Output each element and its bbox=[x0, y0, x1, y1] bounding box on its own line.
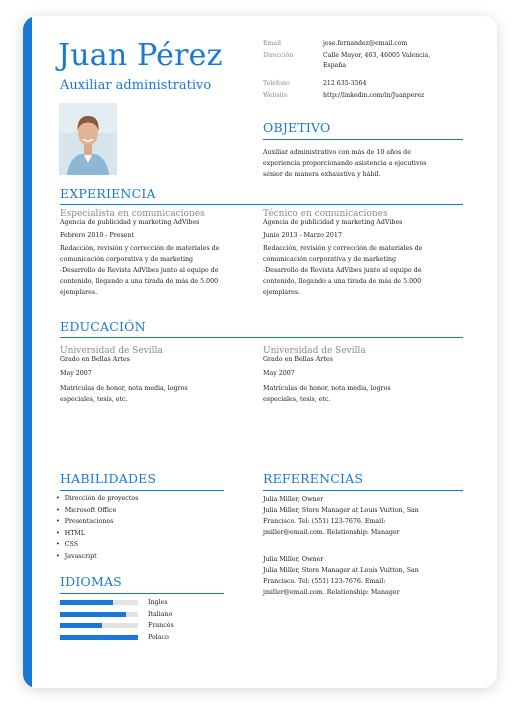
profile-photo bbox=[59, 103, 117, 175]
language-level-bar bbox=[60, 623, 138, 628]
phone-value: 212 635-3564 bbox=[323, 80, 367, 87]
phone-label: Teléfono bbox=[263, 80, 290, 87]
job-dates: Febrero 2010 - Present bbox=[60, 232, 134, 239]
reference-line: Julia Miller, Store Manager at Louis Vuitton, San bbox=[263, 507, 419, 514]
job-company: Agencia de publicidad y marketing AdVibes bbox=[60, 219, 200, 226]
job-description bbox=[60, 243, 255, 298]
notes-line: Matrículas de honor, nota media, logros bbox=[60, 385, 188, 392]
reference-line: jmiller@email.com. Relationship: Manager bbox=[263, 529, 400, 536]
objective-title: OBJETIVO bbox=[263, 120, 331, 135]
skill-item: • Javascript bbox=[56, 551, 138, 563]
education-item bbox=[263, 346, 463, 405]
website-label: Website bbox=[263, 92, 288, 99]
skills-divider bbox=[60, 490, 224, 491]
language-name: Polaco bbox=[148, 633, 169, 641]
skill-item: • CSS bbox=[56, 539, 138, 551]
notes-line: Matrículas de honor, nota media, logros bbox=[263, 385, 391, 392]
reference-line: Julia Miller, Owner bbox=[263, 556, 324, 563]
language-row bbox=[60, 632, 174, 644]
job-description bbox=[263, 243, 463, 298]
skill-item: • Dirección de proyectos bbox=[56, 493, 138, 505]
reference-line: Francisco. Tel: (551) 123-7676. Email: bbox=[263, 518, 386, 525]
reference-line: Francisco. Tel: (551) 123-7676. Email: bbox=[263, 578, 386, 585]
references-divider bbox=[263, 490, 463, 491]
school-name: Universidad de Sevilla bbox=[60, 346, 163, 356]
description-line: -Desarrollo de Revista AdVibes junto al equipo de bbox=[60, 267, 219, 274]
job-title: Técnico en comunicaciones bbox=[263, 209, 388, 219]
experience-title: EXPERIENCIA bbox=[60, 186, 156, 201]
language-row bbox=[60, 597, 174, 609]
reference-line: Julia Miller, Store Manager at Louis Vuitton, San bbox=[263, 567, 419, 574]
languages-title: IDIOMAS bbox=[60, 574, 122, 589]
description-line: contenido, llegando a una tirada de más de 5.000 bbox=[263, 278, 422, 285]
job-title: Especialista en comunicaciones bbox=[60, 209, 205, 219]
language-level-fill bbox=[60, 635, 138, 640]
email-value[interactable]: jose.fernandez@email.com bbox=[323, 40, 408, 47]
skill-item: • Microsoft Office bbox=[56, 505, 138, 517]
language-level-bar bbox=[60, 600, 138, 605]
objective-line: Auxiliar administrativo con más de 10 años de bbox=[263, 149, 411, 156]
address-line: Calle Mayor, 463, 46005 Valencia, bbox=[323, 52, 431, 59]
language-name: Francés bbox=[148, 622, 174, 630]
description-line: Redacción, revisión y corrección de materiales de bbox=[60, 245, 220, 252]
education-divider bbox=[60, 337, 463, 338]
language-name: Italiano bbox=[148, 610, 173, 618]
skill-item: • HTML bbox=[56, 528, 138, 540]
languages-list bbox=[60, 597, 174, 643]
contact-website-row bbox=[263, 91, 424, 101]
objective-divider bbox=[263, 139, 463, 140]
language-level-fill bbox=[60, 623, 102, 628]
resume-page bbox=[23, 16, 497, 688]
reference-line: jmiller@email.com. Relationship: Manager bbox=[263, 589, 400, 596]
language-name: Ingles bbox=[148, 599, 168, 607]
candidate-role: Auxiliar administrativo bbox=[60, 78, 212, 93]
education-title: EDUCACIÓN bbox=[60, 319, 146, 334]
description-line: comunicación corporativa y de marketing bbox=[60, 256, 194, 263]
experience-divider bbox=[60, 204, 463, 205]
language-level-fill bbox=[60, 612, 126, 617]
languages-divider bbox=[60, 593, 224, 594]
job-company: Agencia de publicidad y marketing AdVibes bbox=[263, 219, 403, 226]
education-date: May 2007 bbox=[263, 370, 295, 377]
education-notes bbox=[263, 383, 463, 405]
description-line: -Desarrollo de Revista AdVibes junto al equipo de bbox=[263, 267, 422, 274]
description-line: ejemplares. bbox=[263, 289, 301, 296]
language-level-bar bbox=[60, 635, 138, 640]
education-date: May 2007 bbox=[60, 370, 92, 377]
education-item bbox=[60, 346, 255, 405]
address-line: España bbox=[323, 62, 347, 69]
profile-photo-image bbox=[59, 103, 117, 175]
reference-line: Julia Miller, Owner bbox=[263, 496, 324, 503]
experience-item bbox=[263, 209, 463, 298]
notes-line: especiales, tesis, etc. bbox=[60, 396, 128, 403]
contact-phone-row bbox=[263, 79, 366, 89]
accent-stripe bbox=[23, 16, 32, 688]
description-line: ejemplares. bbox=[60, 289, 98, 296]
address-value bbox=[323, 51, 430, 71]
language-row bbox=[60, 609, 174, 621]
candidate-name: Juan Pérez bbox=[58, 38, 223, 73]
description-line: contenido, llegando a una tirada de más de 5.000 bbox=[60, 278, 219, 285]
skill-item: • Presentaciones bbox=[56, 516, 138, 528]
school-name: Universidad de Sevilla bbox=[263, 346, 366, 356]
address-label: Dirección bbox=[263, 52, 294, 59]
description-line: Redacción, revisión y corrección de materiales de bbox=[263, 245, 423, 252]
job-dates: Junio 2013 - Marzo 2017 bbox=[263, 232, 342, 239]
objective-line: experiencia proporcionando asistencia a ejecutivos bbox=[263, 160, 427, 167]
reference-item bbox=[263, 494, 463, 538]
language-row bbox=[60, 620, 174, 632]
experience-item bbox=[60, 209, 255, 298]
email-label: Email bbox=[263, 40, 282, 47]
notes-line: especiales, tesis, etc. bbox=[263, 396, 331, 403]
language-level-fill bbox=[60, 600, 113, 605]
contact-email-row bbox=[263, 39, 407, 49]
skills-list bbox=[56, 493, 138, 562]
description-line: comunicación corporativa y de marketing bbox=[263, 256, 397, 263]
degree: Grado en Bellas Artes bbox=[263, 356, 333, 363]
objective-text bbox=[263, 147, 427, 180]
contact-address-row bbox=[263, 51, 430, 71]
reference-item bbox=[263, 554, 463, 598]
website-value[interactable]: http://linkedin.com/in/Juanperez bbox=[323, 92, 425, 99]
references-title: REFERENCIAS bbox=[263, 471, 364, 486]
degree: Grado en Bellas Artes bbox=[60, 356, 130, 363]
skills-title: HABILIDADES bbox=[60, 471, 157, 486]
education-notes bbox=[60, 383, 255, 405]
objective-line: sénior de manera exhaustiva y hábil. bbox=[263, 171, 381, 178]
language-level-bar bbox=[60, 612, 138, 617]
